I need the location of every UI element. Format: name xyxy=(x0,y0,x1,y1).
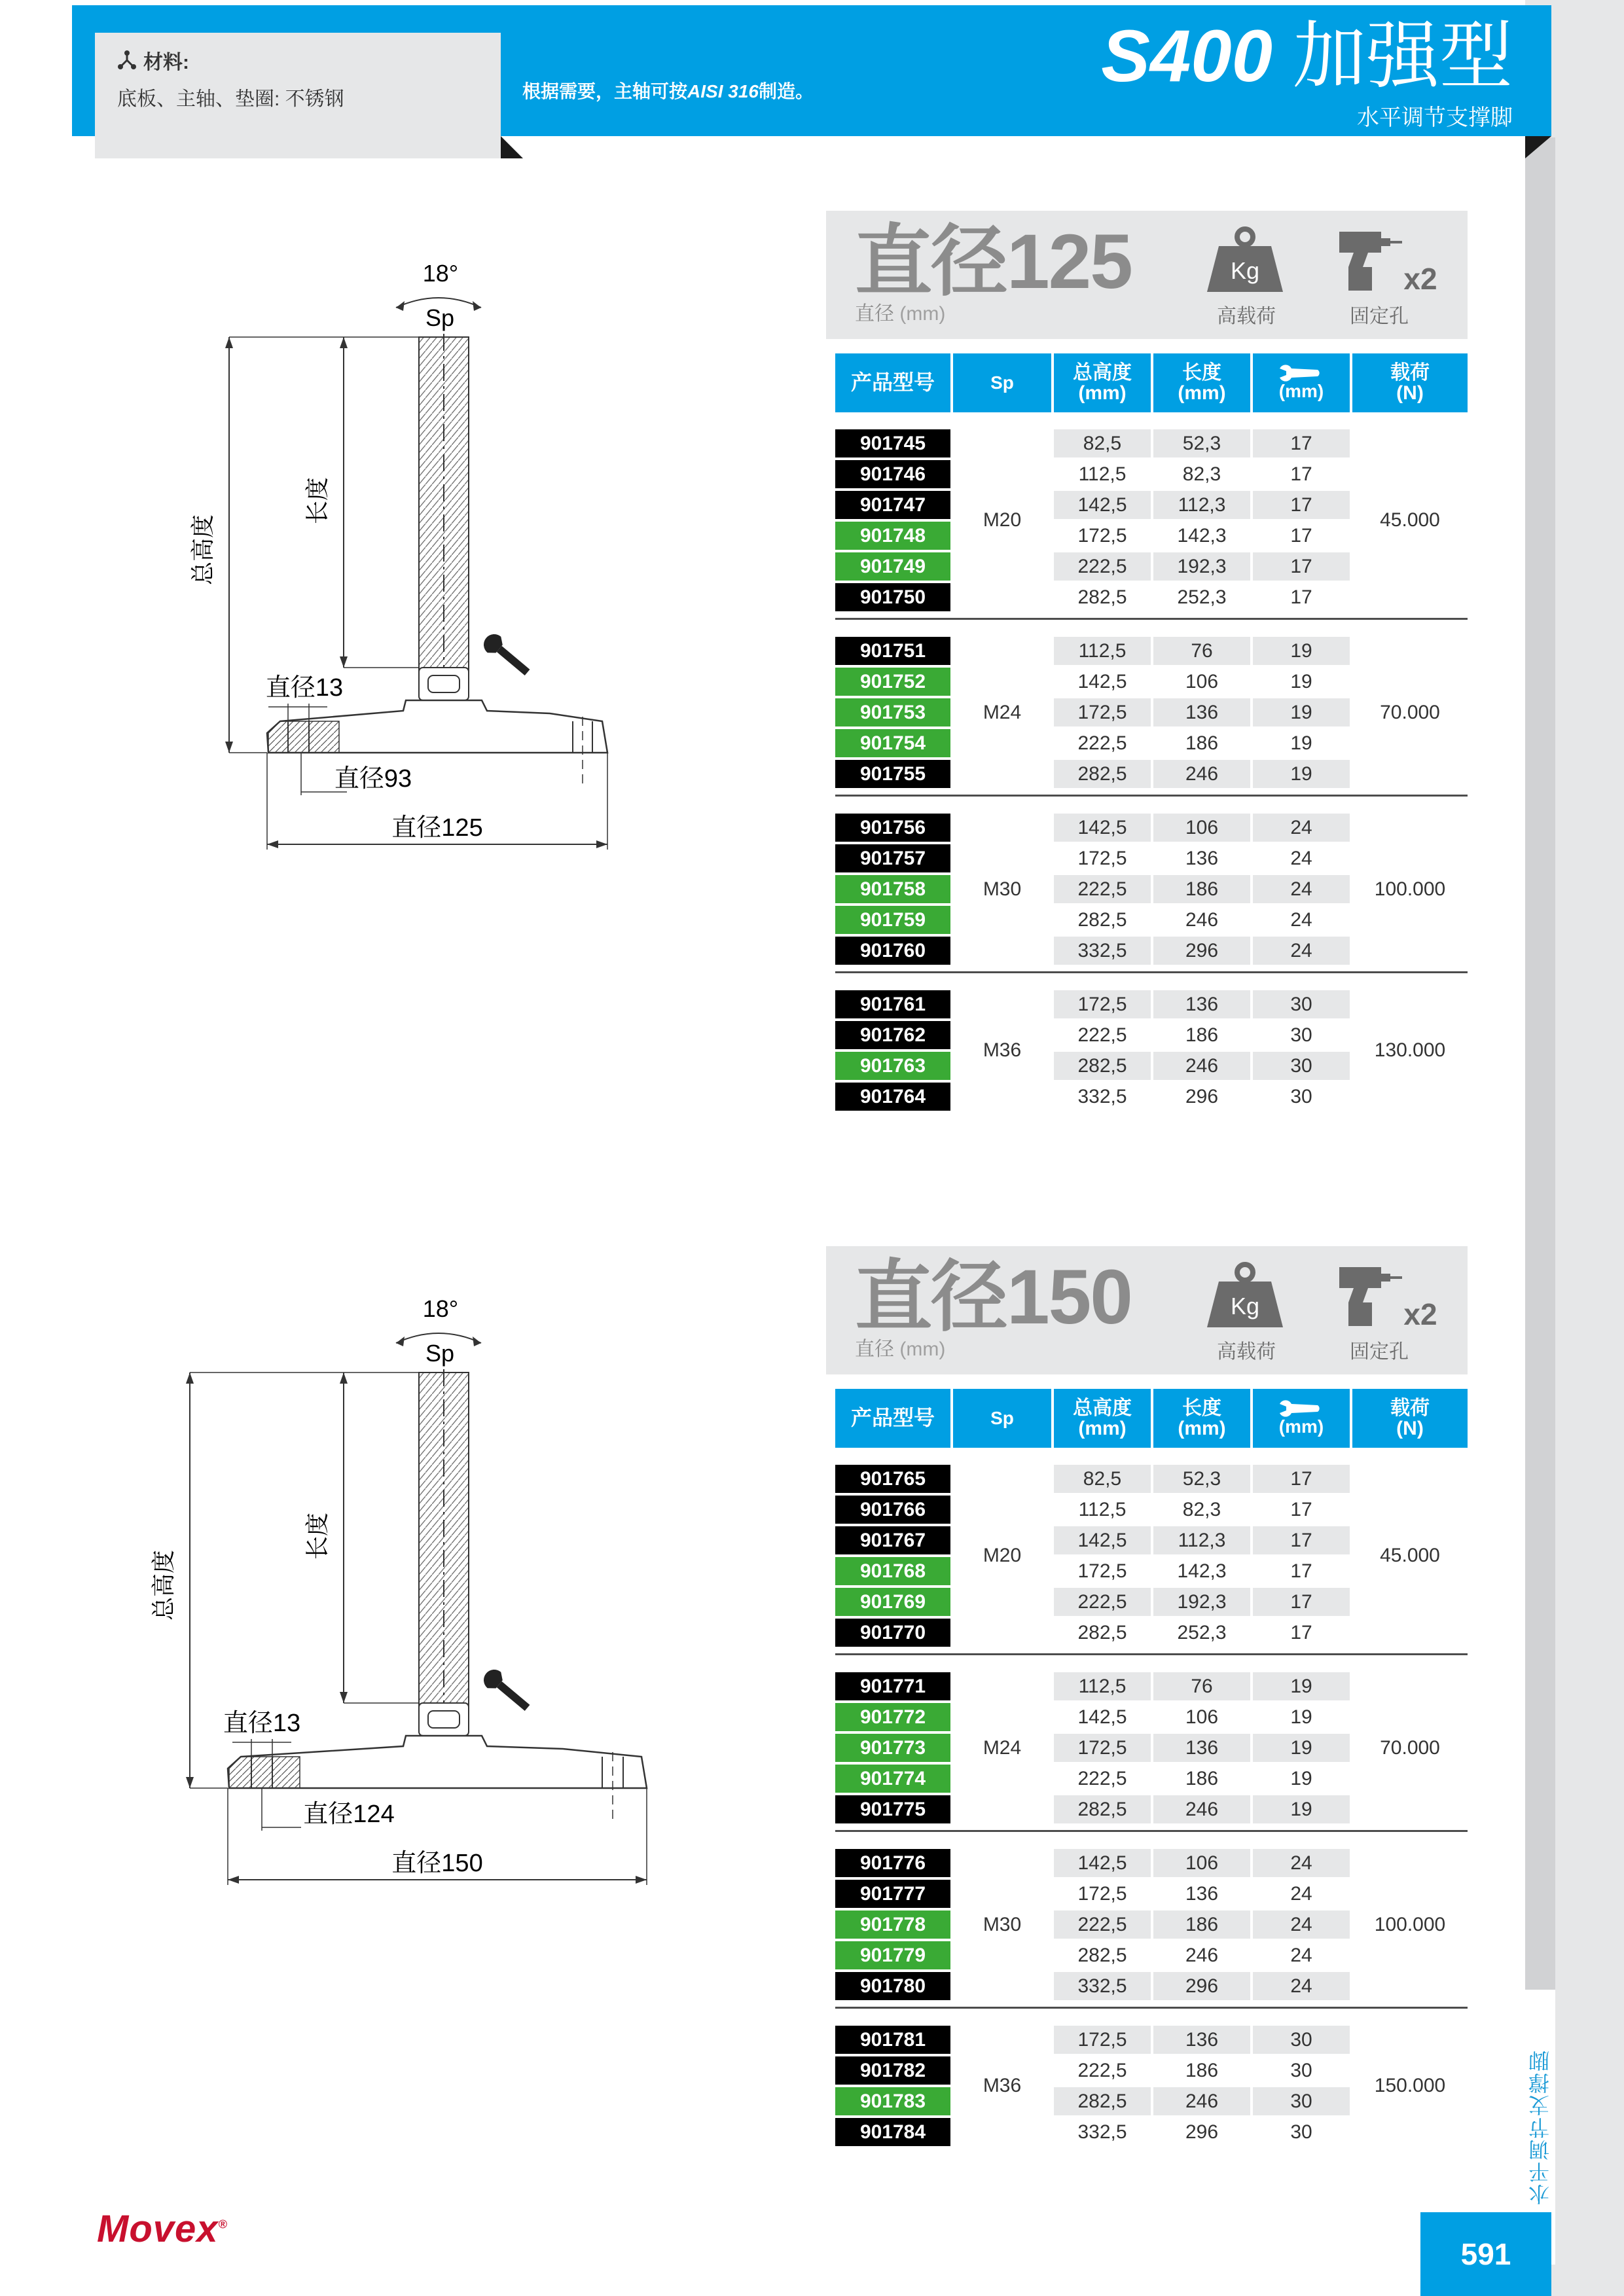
total-height-value: 282,5 xyxy=(1054,906,1151,934)
total-height-value: 222,5 xyxy=(1054,1910,1151,1939)
col-height-unit: (mm) xyxy=(1078,1418,1127,1439)
kg-text: Kg xyxy=(1230,257,1260,284)
product-code: 901776 xyxy=(835,1849,950,1877)
length-value: 246 xyxy=(1153,1795,1250,1823)
length-value: 142,3 xyxy=(1153,522,1250,550)
subtitle-text: 直径 xyxy=(855,1338,894,1360)
outer-diameter-label: 直径125 xyxy=(391,814,483,842)
product-code: 901768 xyxy=(835,1557,950,1585)
product-code: 901757 xyxy=(835,844,950,872)
product-code: 901752 xyxy=(835,668,950,696)
load-value: 45.000 xyxy=(1380,1545,1440,1566)
product-code: 901778 xyxy=(835,1910,950,1939)
total-height-value: 282,5 xyxy=(1054,1619,1151,1647)
total-height-value: 112,5 xyxy=(1054,460,1151,488)
technical-drawing-150 xyxy=(150,1284,694,1926)
product-code: 901759 xyxy=(835,906,950,934)
product-code: 901750 xyxy=(835,583,950,611)
wrench-size-value: 30 xyxy=(1253,2026,1350,2054)
total-height-value: 332,5 xyxy=(1054,2118,1151,2146)
wrench-size-value: 24 xyxy=(1253,937,1350,965)
product-code: 901784 xyxy=(835,2118,950,2146)
col-height-unit: (mm) xyxy=(1078,382,1127,404)
model-cn: 加强型 xyxy=(1293,15,1513,97)
angle-label: 18° xyxy=(422,1295,459,1322)
material-label: 材料: xyxy=(143,52,189,73)
inner-diameter-label: 直径93 xyxy=(334,765,412,793)
col-load-label: 载荷 xyxy=(1390,361,1430,384)
product-code: 901783 xyxy=(835,2087,950,2115)
load-icon-label: 高载荷 xyxy=(1217,1341,1276,1363)
total-height-value: 142,5 xyxy=(1054,814,1151,842)
side-band-shade xyxy=(1525,137,1555,2186)
product-code: 901748 xyxy=(835,522,950,550)
length-value: 246 xyxy=(1153,760,1250,788)
product-code: 901764 xyxy=(835,1083,950,1111)
product-code: 901782 xyxy=(835,2056,950,2085)
total-height-value: 142,5 xyxy=(1054,1849,1151,1877)
wrench-size-value: 19 xyxy=(1253,760,1350,788)
product-code: 901755 xyxy=(835,760,950,788)
length-value: 186 xyxy=(1153,1765,1250,1793)
page-subtitle: 水平调节支撑脚 xyxy=(1357,105,1513,130)
wrench-size-value: 19 xyxy=(1253,1703,1350,1731)
brand-logo: Movex® xyxy=(97,2208,228,2250)
product-code: 901771 xyxy=(835,1672,950,1700)
row-group-m20 xyxy=(835,428,1468,620)
length-value: 82,3 xyxy=(1153,460,1250,488)
total-height-value: 82,5 xyxy=(1054,429,1151,457)
table-header xyxy=(835,353,1468,412)
total-height-value: 282,5 xyxy=(1054,583,1151,611)
thread-size: M36 xyxy=(983,1039,1022,1061)
total-height-value: 142,5 xyxy=(1054,1526,1151,1554)
length-label: 长度 xyxy=(304,1512,331,1560)
total-height-value: 222,5 xyxy=(1054,729,1151,757)
row-group-m30 xyxy=(835,812,1468,973)
length-value: 136 xyxy=(1153,698,1250,726)
table-body xyxy=(835,428,1468,1117)
wrench-size-value: 19 xyxy=(1253,1795,1350,1823)
total-height-value: 222,5 xyxy=(1054,1021,1151,1049)
arrow-head xyxy=(473,1336,481,1346)
load-value: 100.000 xyxy=(1374,1913,1446,1935)
length-value: 246 xyxy=(1153,1941,1250,1969)
total-height-value: 112,5 xyxy=(1054,1672,1151,1700)
total-height-value: 172,5 xyxy=(1054,522,1151,550)
page-title xyxy=(1101,15,1513,97)
product-code: 901753 xyxy=(835,698,950,726)
total-height-value: 172,5 xyxy=(1054,990,1151,1018)
product-code: 901747 xyxy=(835,491,950,519)
length-value: 136 xyxy=(1153,1734,1250,1762)
side-label-text: 水平调节支撑脚 xyxy=(1528,2049,1552,2205)
row-group-m36 xyxy=(835,989,1468,1117)
product-code: 901770 xyxy=(835,1619,950,1647)
col-height-label: 总高度 xyxy=(1073,361,1132,384)
col-wrench xyxy=(1253,353,1350,412)
length-value: 186 xyxy=(1153,2056,1250,2085)
wrench-size-value: 24 xyxy=(1253,1880,1350,1908)
row-group-m20 xyxy=(835,1463,1468,1655)
col-load-label: 载荷 xyxy=(1390,1397,1430,1419)
length-value: 192,3 xyxy=(1153,1588,1250,1616)
product-code: 901772 xyxy=(835,1703,950,1731)
total-height-value: 82,5 xyxy=(1054,1465,1151,1493)
subtitle-unit: (mm) xyxy=(899,1338,946,1360)
total-height-value: 112,5 xyxy=(1054,637,1151,665)
col-height xyxy=(1054,1389,1151,1448)
load-value: 70.000 xyxy=(1380,1736,1440,1759)
product-code: 901769 xyxy=(835,1588,950,1616)
length-value: 142,3 xyxy=(1153,1557,1250,1585)
length-value: 136 xyxy=(1153,844,1250,872)
total-height-value: 332,5 xyxy=(1054,1083,1151,1111)
arrow-head xyxy=(473,301,481,311)
material-value: 底板、主轴、垫圈: 不锈钢 xyxy=(117,88,344,110)
info-suffix: 制造。 xyxy=(758,81,814,101)
product-code: 901763 xyxy=(835,1052,950,1080)
col-wrench xyxy=(1253,1389,1350,1448)
inner-diameter-label: 直径124 xyxy=(303,1801,395,1828)
wrench-icon xyxy=(479,630,533,680)
material-title xyxy=(117,46,478,75)
wrench-size-value: 30 xyxy=(1253,2118,1350,2146)
total-height-value: 172,5 xyxy=(1054,2026,1151,2054)
drill-icon xyxy=(1337,226,1437,296)
wrench-size-value: 24 xyxy=(1253,1849,1350,1877)
product-code: 901762 xyxy=(835,1021,950,1049)
fix-count: x2 xyxy=(1403,1297,1437,1331)
total-height-value: 142,5 xyxy=(1054,491,1151,519)
col-load-unit: (N) xyxy=(1396,382,1424,404)
total-height-value: 282,5 xyxy=(1054,1052,1151,1080)
total-height-value: 222,5 xyxy=(1054,875,1151,903)
material-note xyxy=(95,33,501,158)
product-code: 901758 xyxy=(835,875,950,903)
wrench-size-value: 17 xyxy=(1253,1619,1350,1647)
total-height-value: 172,5 xyxy=(1054,1734,1151,1762)
total-height-value: 112,5 xyxy=(1054,1496,1151,1524)
product-code: 901749 xyxy=(835,552,950,581)
drill-icon xyxy=(1337,1262,1437,1331)
wrench-size-value: 30 xyxy=(1253,990,1350,1018)
section-subtitle xyxy=(855,1333,945,1361)
col-height xyxy=(1054,353,1151,412)
product-code: 901766 xyxy=(835,1496,950,1524)
info-std: AISI 316 xyxy=(687,81,759,101)
length-value: 246 xyxy=(1153,2087,1250,2115)
length-value: 112,3 xyxy=(1153,1526,1250,1554)
total-height-value: 332,5 xyxy=(1054,1972,1151,2000)
hex-nut xyxy=(419,1703,469,1736)
length-value: 52,3 xyxy=(1153,1465,1250,1493)
table-header xyxy=(835,1389,1468,1448)
kg-weight-icon xyxy=(1204,226,1286,295)
length-value: 186 xyxy=(1153,1021,1250,1049)
length-value: 186 xyxy=(1153,875,1250,903)
wrench-size-value: 30 xyxy=(1253,1052,1350,1080)
length-value: 136 xyxy=(1153,1880,1250,1908)
col-wrench-unit: (mm) xyxy=(1278,381,1324,402)
load-value: 130.000 xyxy=(1374,1039,1446,1061)
product-code: 901751 xyxy=(835,637,950,665)
product-code: 901780 xyxy=(835,1972,950,2000)
total-height-value: 172,5 xyxy=(1054,698,1151,726)
wrench-size-value: 30 xyxy=(1253,2056,1350,2085)
thread-size: M20 xyxy=(983,1545,1022,1566)
total-height-value: 172,5 xyxy=(1054,1880,1151,1908)
header-corner xyxy=(1525,136,1551,158)
col-height-label: 总高度 xyxy=(1073,1397,1132,1419)
wrench-size-value: 17 xyxy=(1253,1496,1350,1524)
load-value: 70.000 xyxy=(1380,701,1440,723)
length-label: 长度 xyxy=(304,476,331,525)
wrench-icon xyxy=(479,1665,533,1715)
product-code: 901746 xyxy=(835,460,950,488)
section-header-125 xyxy=(826,211,1468,339)
product-code: 901765 xyxy=(835,1465,950,1493)
length-value: 136 xyxy=(1153,990,1250,1018)
col-length xyxy=(1153,1389,1250,1448)
fix-count: x2 xyxy=(1403,262,1437,296)
kg-weight-icon xyxy=(1204,1262,1286,1330)
length-value: 76 xyxy=(1153,637,1250,665)
product-code: 901775 xyxy=(835,1795,950,1823)
wrench-size-value: 17 xyxy=(1253,429,1350,457)
spec-table-125 xyxy=(835,353,1468,1117)
col-load-unit: (N) xyxy=(1396,1418,1424,1439)
total-height-value: 142,5 xyxy=(1054,1703,1151,1731)
angle-label: 18° xyxy=(422,260,459,287)
section-title: 直径125 xyxy=(855,219,1132,305)
wrench-size-value: 24 xyxy=(1253,1941,1350,1969)
sp-label: Sp xyxy=(425,304,455,331)
length-value: 106 xyxy=(1153,1849,1250,1877)
total-height-value: 172,5 xyxy=(1054,844,1151,872)
d13-label: 直径13 xyxy=(223,1710,301,1737)
length-value: 52,3 xyxy=(1153,429,1250,457)
wrench-size-value: 19 xyxy=(1253,698,1350,726)
wrench-icon xyxy=(1278,365,1324,382)
length-value: 136 xyxy=(1153,2026,1250,2054)
wrench-size-value: 19 xyxy=(1253,1765,1350,1793)
brand-name: Movex xyxy=(97,2208,219,2250)
product-code: 901781 xyxy=(835,2026,950,2054)
length-value: 246 xyxy=(1153,1052,1250,1080)
total-height-value: 282,5 xyxy=(1054,760,1151,788)
product-code: 901777 xyxy=(835,1880,950,1908)
product-code: 901779 xyxy=(835,1941,950,1969)
total-height-value: 282,5 xyxy=(1054,1941,1151,1969)
row-group-m36 xyxy=(835,2024,1468,2153)
wrench-size-value: 17 xyxy=(1253,1557,1350,1585)
thread-size: M24 xyxy=(983,1736,1022,1759)
load-value: 100.000 xyxy=(1374,878,1446,900)
total-height-label: 总高度 xyxy=(189,514,216,586)
length-value: 296 xyxy=(1153,1083,1250,1111)
wrench-size-value: 17 xyxy=(1253,460,1350,488)
col-load xyxy=(1352,353,1468,412)
wrench-size-value: 24 xyxy=(1253,875,1350,903)
row-group-m24 xyxy=(835,1671,1468,1832)
total-height-value: 172,5 xyxy=(1054,1557,1151,1585)
section-title: 直径150 xyxy=(855,1254,1132,1340)
product-code: 901754 xyxy=(835,729,950,757)
total-height-value: 142,5 xyxy=(1054,668,1151,696)
length-value: 246 xyxy=(1153,906,1250,934)
col-code: 产品型号 xyxy=(835,1389,950,1448)
section-subtitle xyxy=(855,297,945,326)
row-group-m30 xyxy=(835,1848,1468,2009)
row-group-m24 xyxy=(835,636,1468,797)
total-height-value: 222,5 xyxy=(1054,1765,1151,1793)
col-length-label: 长度 xyxy=(1182,361,1221,384)
total-height-value: 222,5 xyxy=(1054,1588,1151,1616)
thread-size: M24 xyxy=(983,701,1022,723)
length-value: 252,3 xyxy=(1153,583,1250,611)
length-value: 192,3 xyxy=(1153,552,1250,581)
technical-drawing-125 xyxy=(189,249,694,890)
wrench-size-value: 24 xyxy=(1253,814,1350,842)
base-section-hatch xyxy=(229,1757,300,1788)
length-value: 186 xyxy=(1153,729,1250,757)
length-value: 76 xyxy=(1153,1672,1250,1700)
product-code: 901760 xyxy=(835,937,950,965)
product-code: 901773 xyxy=(835,1734,950,1762)
product-code: 901767 xyxy=(835,1526,950,1554)
product-code: 901761 xyxy=(835,990,950,1018)
length-value: 112,3 xyxy=(1153,491,1250,519)
col-load xyxy=(1352,1389,1468,1448)
wrench-size-value: 30 xyxy=(1253,1021,1350,1049)
header-info xyxy=(522,77,814,103)
sp-label: Sp xyxy=(425,1340,455,1367)
fix-icon-label: 固定孔 xyxy=(1350,1341,1409,1363)
wrench-size-value: 19 xyxy=(1253,1672,1350,1700)
wrench-size-value: 30 xyxy=(1253,1083,1350,1111)
wrench-size-value: 17 xyxy=(1253,522,1350,550)
length-value: 296 xyxy=(1153,1972,1250,2000)
load-value: 45.000 xyxy=(1380,509,1440,531)
arrow-head xyxy=(396,301,405,311)
wrench-size-value: 17 xyxy=(1253,552,1350,581)
spec-table-150 xyxy=(835,1389,1468,2153)
product-code: 901745 xyxy=(835,429,950,457)
wrench-size-value: 24 xyxy=(1253,1972,1350,2000)
wrench-size-value: 30 xyxy=(1253,2087,1350,2115)
wrench-size-value: 19 xyxy=(1253,729,1350,757)
col-length-label: 长度 xyxy=(1182,1397,1221,1419)
thread-size: M30 xyxy=(983,1913,1022,1935)
col-sp: Sp xyxy=(953,353,1051,412)
wrench-size-value: 17 xyxy=(1253,583,1350,611)
wrench-icon xyxy=(1278,1400,1324,1417)
thread-size: M20 xyxy=(983,509,1022,531)
total-height-value: 282,5 xyxy=(1054,1795,1151,1823)
length-value: 296 xyxy=(1153,937,1250,965)
info-prefix: 根据需要，主轴可按 xyxy=(522,81,688,101)
thread-size: M36 xyxy=(983,2075,1022,2096)
length-value: 106 xyxy=(1153,1703,1250,1731)
d13-label: 直径13 xyxy=(265,674,344,702)
side-margin-band xyxy=(1525,0,1624,2296)
base-section-hatch xyxy=(268,721,339,753)
total-height-label: 总高度 xyxy=(150,1549,177,1621)
wrench-size-value: 19 xyxy=(1253,1734,1350,1762)
wrench-size-value: 17 xyxy=(1253,491,1350,519)
wrench-size-value: 24 xyxy=(1253,1910,1350,1939)
length-value: 186 xyxy=(1153,1910,1250,1939)
wrench-size-value: 17 xyxy=(1253,1526,1350,1554)
table-body xyxy=(835,1463,1468,2153)
load-icon-label: 高载荷 xyxy=(1217,306,1276,327)
wrench-size-value: 24 xyxy=(1253,844,1350,872)
section-header-150 xyxy=(826,1246,1468,1374)
length-value: 252,3 xyxy=(1153,1619,1250,1647)
wrench-size-value: 17 xyxy=(1253,1588,1350,1616)
col-length-unit: (mm) xyxy=(1178,1418,1226,1439)
kg-text: Kg xyxy=(1230,1293,1260,1319)
total-height-value: 282,5 xyxy=(1054,2087,1151,2115)
subtitle-unit: (mm) xyxy=(899,303,946,325)
load-value: 150.000 xyxy=(1374,2075,1446,2096)
wrench-size-value: 19 xyxy=(1253,668,1350,696)
length-value: 296 xyxy=(1153,2118,1250,2146)
length-value: 106 xyxy=(1153,668,1250,696)
total-height-value: 222,5 xyxy=(1054,552,1151,581)
page-number: 591 xyxy=(1420,2212,1551,2296)
length-value: 106 xyxy=(1153,814,1250,842)
fix-icon-label: 固定孔 xyxy=(1350,306,1409,327)
col-length xyxy=(1153,353,1250,412)
wrench-size-value: 19 xyxy=(1253,637,1350,665)
hex-nut xyxy=(419,668,469,700)
model-code: S400 xyxy=(1101,15,1272,97)
col-wrench-unit: (mm) xyxy=(1278,1416,1324,1437)
outer-diameter-label: 直径150 xyxy=(391,1850,483,1877)
length-value: 82,3 xyxy=(1153,1496,1250,1524)
total-height-value: 332,5 xyxy=(1054,937,1151,965)
col-length-unit: (mm) xyxy=(1178,382,1226,404)
col-sp: Sp xyxy=(953,1389,1051,1448)
subtitle-text: 直径 xyxy=(855,303,894,325)
col-code: 产品型号 xyxy=(835,353,950,412)
product-code: 901756 xyxy=(835,814,950,842)
molecule-icon xyxy=(117,50,137,70)
arrow-head xyxy=(396,1336,405,1346)
wrench-size-value: 24 xyxy=(1253,906,1350,934)
product-code: 901774 xyxy=(835,1765,950,1793)
thread-size: M30 xyxy=(983,878,1022,900)
total-height-value: 222,5 xyxy=(1054,2056,1151,2085)
wrench-size-value: 17 xyxy=(1253,1465,1350,1493)
